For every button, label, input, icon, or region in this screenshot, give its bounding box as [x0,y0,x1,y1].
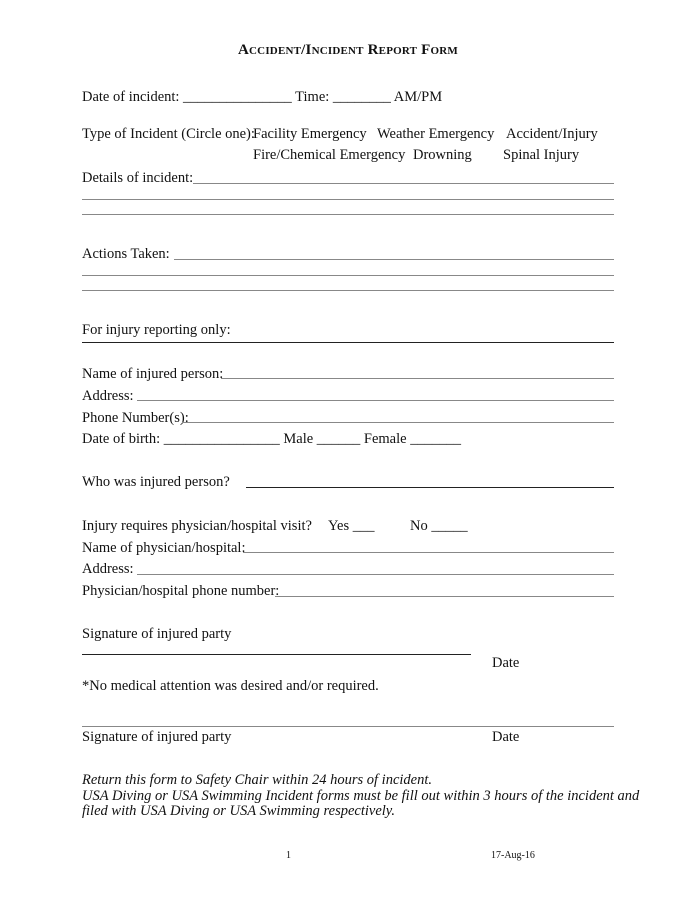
signature-label-2: Signature of injured party [82,729,232,745]
type-option-fire: Fire/Chemical Emergency [253,147,406,163]
section-divider [82,342,614,343]
actions-field-line[interactable] [174,259,614,260]
actions-field-line[interactable] [82,275,614,276]
footer-date: 17-Aug-16 [491,850,535,861]
no-medical-note: *No medical attention was desired and/or required. [82,678,379,694]
type-option-accident: Accident/Injury [506,126,598,142]
date-label-2: Date [492,729,520,745]
actions-label: Actions Taken: [82,246,170,262]
signature-field-2[interactable] [82,726,614,727]
type-option-weather: Weather Emergency [377,126,495,142]
physician-visit-label: Injury requires physician/hospital visit? [82,518,312,534]
yes-option: Yes ___ [328,518,375,534]
address-field[interactable] [137,400,614,401]
details-field-line[interactable] [193,183,614,184]
no-option: No _____ [410,518,468,534]
usa-note-line2: filed with USA Diving or USA Swimming respectively. [82,803,396,819]
details-field-line[interactable] [82,199,614,200]
type-option-drowning: Drowning [413,147,472,163]
type-label: Type of Incident (Circle one): [82,126,255,142]
actions-field-line[interactable] [82,290,614,291]
phone-label: Phone Number(s): [82,410,189,426]
physician-name-label: Name of physician/hospital: [82,540,246,556]
physician-phone-label: Physician/hospital phone number: [82,583,280,599]
date-label: Date [492,655,520,671]
form-title: Accident/Incident Report Form [238,42,458,58]
signature-field[interactable] [82,654,471,655]
type-option-facility: Facility Emergency [253,126,367,142]
page-number: 1 [286,850,291,861]
dob-gender-line: Date of birth: ________________ Male ______ Female _______ [82,431,461,447]
address-label: Address: [82,388,134,404]
signature-label: Signature of injured party [82,626,232,642]
who-field[interactable] [246,487,614,488]
physician-name-field[interactable] [243,552,614,553]
details-label: Details of incident: [82,170,194,186]
physician-phone-field[interactable] [275,596,614,597]
who-label: Who was injured person? [82,474,230,490]
phone-field[interactable] [182,422,614,423]
injured-name-label: Name of injured person: [82,366,224,382]
return-note: Return this form to Safety Chair within 24 hours of incident. [82,772,433,788]
date-time-line: Date of incident: _______________ Time: ________ AM/PM [82,89,443,105]
injured-name-field[interactable] [221,378,614,379]
physician-address-field[interactable] [137,574,614,575]
details-field-line[interactable] [82,214,614,215]
type-option-spinal: Spinal Injury [503,147,580,163]
physician-address-label: Address: [82,561,134,577]
usa-note-line1: USA Diving or USA Swimming Incident forms must be fill out within 3 hours of the incident and [82,788,640,804]
injury-only-label: For injury reporting only: [82,322,231,338]
